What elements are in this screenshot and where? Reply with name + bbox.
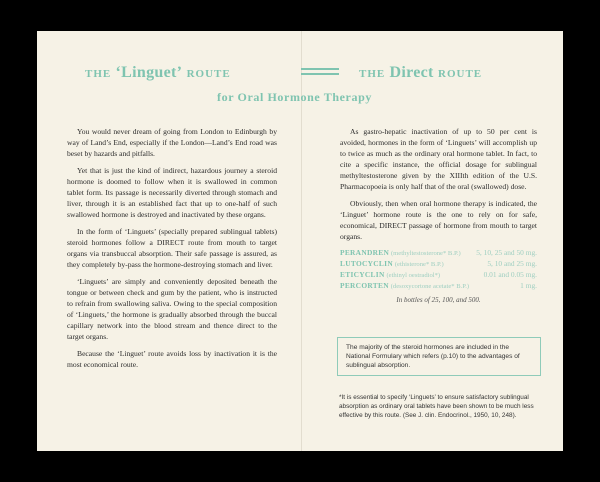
bottle-sizes: In bottles of 25, 100, and 500. [396,296,481,304]
left-heading-route: ROUTE [186,68,231,80]
product-desc: (ethisterone* B.P.) [394,261,444,268]
document-sheet [37,31,563,451]
right-heading [359,64,482,82]
product-name: PERANDREN [340,248,390,257]
right-heading-the: THE [359,68,386,80]
left-paragraph: In the form of ‘Linguets’ (specially prepared sublingual tablets) steroid hormones follow a DIRECT route from mouth to target organs via transbuccal absorption. Their safe passage is assured, as they completely by-pass the hormone-destroying stomach and liver. [67,227,277,269]
product-dose: 5, 10 and 25 mg. [487,259,537,268]
product-desc: (ethinyl oestradiol*) [386,272,441,279]
left-column [67,126,277,376]
product-list [340,248,537,305]
left-heading [85,64,231,82]
product-row [340,270,537,281]
product-name: PERCORTEN [340,281,389,290]
left-paragraph: You would never dream of going from London to Edinburgh by way of Land’s End, especially if the London—Land’s End road was beset by hazards and pitfalls. [67,127,277,158]
product-dose: 0.01 and 0.05 mg. [483,270,537,279]
product-row [340,248,537,259]
national-formulary-box: The majority of the steroid hormones are included in the National Formulary which refers (p.10) to the advantages of sublingual absorption. [337,337,541,376]
product-desc: (methyltestosterone* B.P.) [390,250,461,257]
right-paragraph: Obviously, then when oral hormone therapy is indicated, the ‘Linguet’ hormone route is the one to rely on for safe, economical, DIRECT passage of hormone from mouth to target organs. [340,199,537,241]
left-heading-name: ‘Linguet’ [115,64,183,81]
right-heading-name: Direct [389,64,434,81]
product-dose: 5, 10, 25 and 50 mg. [476,248,537,257]
left-heading-the: THE [85,68,112,80]
right-heading-route: ROUTE [438,68,483,80]
right-paragraph: As gastro-hepatic inactivation of up to 50 per cent is avoided, hormones in the form of ‘Linguets’ will accomplish up to twice as much as the ordinary oral hormone tablet. In fact, to cite a specific instance, the official dosage for sublingual methyltestosterone given by the XIIIth edition of the U.S. Pharmacopoeia is only half that of the oral (swallowed) dose. [340,127,537,191]
left-paragraph: ‘Linguets’ are simply and conveniently deposited beneath the tongue or between check and gum by the patient, who is instructed to refrain from swallowing saliva. Owing to the special composition of ‘Linguets,’ the hormone is gradually absorbed through the buccal capillary network into the blood stream and thence direct to the target organs. [67,277,277,341]
product-name: LUTOCYCLIN [340,259,393,268]
equals-sign [301,68,339,75]
product-desc: (desoxycortone acetate* B.P.) [390,283,470,290]
product-name: ETICYCLIN [340,270,385,279]
left-paragraph: Because the ‘Linguet’ route avoids loss by inactivation it is the most economical route. [67,349,277,369]
right-column [340,126,537,307]
product-row [340,281,537,292]
footnote: *It is essential to specify ‘Linguets’ to ensure satisfactory sublingual absorption as ordinary oral tablets have been shown to be much less effective by this route. (See J. clin. Endocrinol., 1950, 10, 248). [339,394,534,419]
subtitle: for Oral Hormone Therapy [217,90,372,104]
left-paragraph: Yet that is just the kind of indirect, hazardous journey a steroid hormone is doomed to follow when it is swallowed in common tablet form. Its passage is necessarily diverted through stomach and liver, through it is an established fact that up to one-half of such swallowed hormone is destroyed and inactivated by these organs. [67,166,277,219]
product-dose: 1 mg. [520,281,537,290]
product-row [340,259,537,270]
